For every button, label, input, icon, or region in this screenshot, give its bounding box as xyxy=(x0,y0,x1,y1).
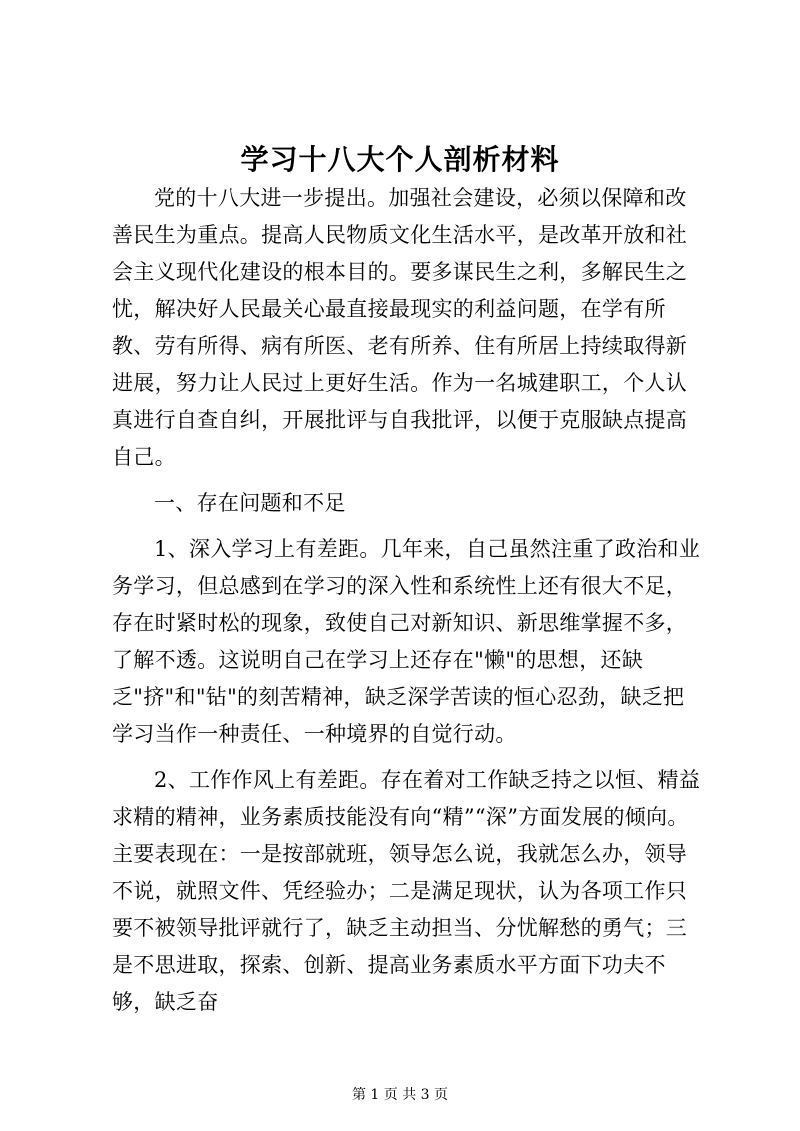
document-body xyxy=(112,180,702,1021)
page-footer: 第 1 页 共 3 页 xyxy=(351,1087,449,1103)
paragraph-study-gap: 1、深入学习上有差距。几年来，自己虽然注重了政治和业务学习，但总感到在学习的深入性和系统性上还有很大不足，存在时紧时松的现象，致使自己对新知识、新思维掌握不多，了解不透。这说明自己在学习上还存在"懒"的思想，还缺乏"挤"和"钻"的刻苦精神，缺乏深学苦读的恒心忍劲，缺乏把学习当作一种责任、一种境界的自觉行动。 xyxy=(112,537,701,746)
paragraph-work-style-gap: 2、工作作风上有差距。存在着对工作缺乏持之以恒、精益求精的精神，业务素质技能没有向“精”“深”方面发展的倾向。主要表现在：一是按部就班，领导怎么说，我就怎么办，领导不说，就照文件、凭经验办；二是满足现状，认为各项工作只要不被领导批评就行了，缺乏主动担当、分忧解愁的勇气；三是不思进取，探索、创新、提高业务素质水平方面下功夫不够，缺乏奋 xyxy=(112,768,701,1014)
document-title: 学习十八大个人剖析材料 xyxy=(240,143,560,176)
section-heading-problems: 一、存在问题和不足 xyxy=(154,491,346,515)
paragraph-intro: 党的十八大进一步提出。加强社会建设，必须以保障和改善民生为重点。提高人民物质文化生活水平，是改革开放和社会主义现代化建设的根本目的。要多谋民生之利，多解民生之忧，解决好人民最关心最直接最现实的利益问题，在学有所教、劳有所得、病有所医、老有所养、住有所居上持续取得新进展，努力让人民过上更好生活。作为一名城建职工，个人认真进行自查自纠，开展批评与自我批评，以便于克服缺点提高自己。 xyxy=(112,186,688,469)
